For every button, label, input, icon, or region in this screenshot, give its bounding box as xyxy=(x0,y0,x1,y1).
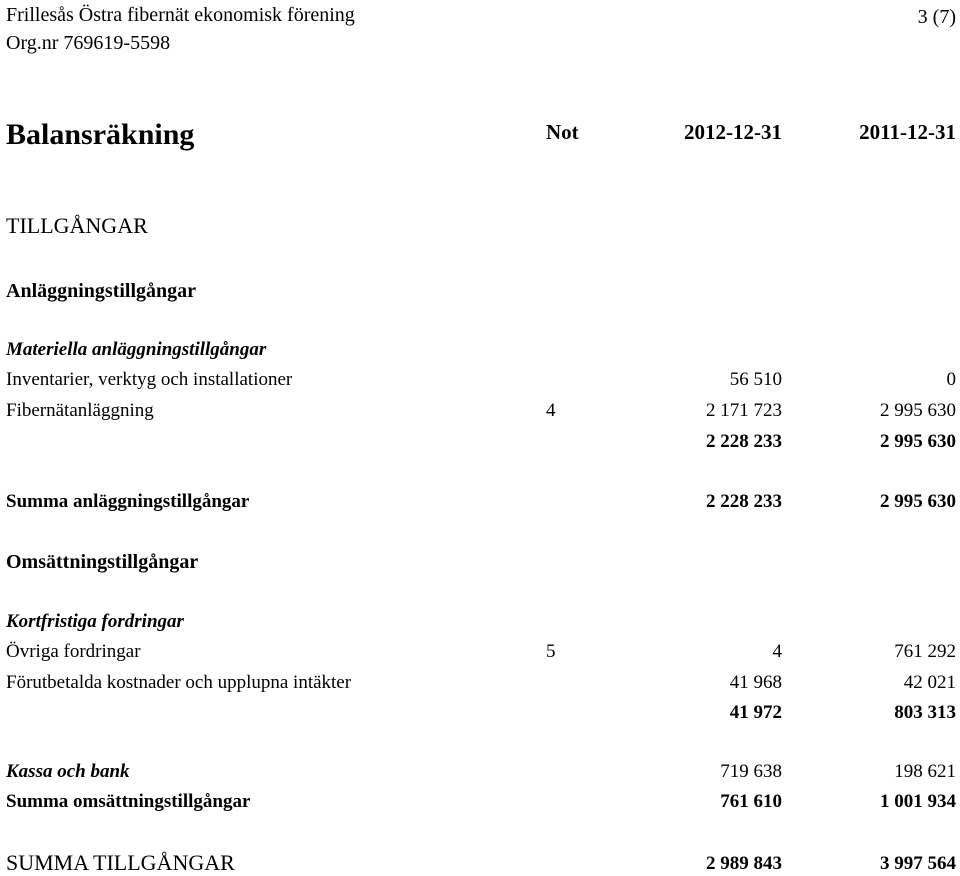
row-value-total-assets-2012: 2 989 843 xyxy=(706,853,782,874)
row-value-fiber-2012: 2 171 723 xyxy=(706,400,782,421)
row-value-inventarier-2012: 56 510 xyxy=(729,369,782,390)
row-value-sum-current-2011: 1 001 934 xyxy=(880,791,956,812)
row-note-fiber: 4 xyxy=(546,400,556,421)
row-label-fiber: Fibernätanläggning xyxy=(6,400,154,421)
row-value-fiber-2011: 2 995 630 xyxy=(880,400,956,421)
page-number: 3 (7) xyxy=(917,6,956,28)
row-label-prepaid: Förutbetalda kostnader och upplupna intäkter xyxy=(6,672,352,693)
section-heading-fixed-assets: Anläggningstillgångar xyxy=(6,280,197,302)
organization-number: Org.nr 769619-5598 xyxy=(6,32,171,54)
subtotal-tangible-2012: 2 228 233 xyxy=(706,431,782,452)
row-value-other-receivables-2012: 4 xyxy=(772,641,782,662)
section-heading-current-assets: Omsättningstillgångar xyxy=(6,551,199,573)
row-value-prepaid-2012: 41 968 xyxy=(729,672,782,693)
row-label-other-receivables: Övriga fordringar xyxy=(6,641,141,662)
subtotal-receivables-2012: 41 972 xyxy=(729,702,782,723)
row-value-other-receivables-2011: 761 292 xyxy=(894,641,956,662)
row-label-cash: Kassa och bank xyxy=(6,761,130,782)
row-value-cash-2012: 719 638 xyxy=(720,761,782,782)
row-label-sum-current: Summa omsättningstillgångar xyxy=(6,791,251,812)
column-header-2011: 2011-12-31 xyxy=(859,120,956,144)
row-label-sum-fixed: Summa anläggningstillgångar xyxy=(6,491,250,512)
row-value-total-assets-2011: 3 997 564 xyxy=(880,853,956,874)
row-value-sum-fixed-2011: 2 995 630 xyxy=(880,491,956,512)
section-heading-assets: TILLGÅNGAR xyxy=(6,213,148,238)
subtotal-receivables-2011: 803 313 xyxy=(894,702,956,723)
row-label-inventarier: Inventarier, verktyg och installationer xyxy=(6,369,293,390)
column-header-note: Not xyxy=(546,120,579,144)
subsection-heading-short-term: Kortfristiga fordringar xyxy=(6,611,184,632)
row-value-inventarier-2011: 0 xyxy=(946,369,956,390)
page-title: Balansräkning xyxy=(6,118,195,151)
row-note-other-receivables: 5 xyxy=(546,641,556,662)
row-value-sum-fixed-2012: 2 228 233 xyxy=(706,491,782,512)
row-value-cash-2011: 198 621 xyxy=(894,761,956,782)
row-label-total-assets: SUMMA TILLGÅNGAR xyxy=(6,850,235,875)
subtotal-tangible-2011: 2 995 630 xyxy=(880,431,956,452)
organization-name: Frillesås Östra fibernät ekonomisk förening xyxy=(6,4,355,26)
row-value-prepaid-2011: 42 021 xyxy=(903,672,956,693)
row-value-sum-current-2012: 761 610 xyxy=(720,791,782,812)
subsection-heading-tangible: Materiella anläggningstillgångar xyxy=(6,339,267,360)
column-header-2012: 2012-12-31 xyxy=(684,120,782,144)
